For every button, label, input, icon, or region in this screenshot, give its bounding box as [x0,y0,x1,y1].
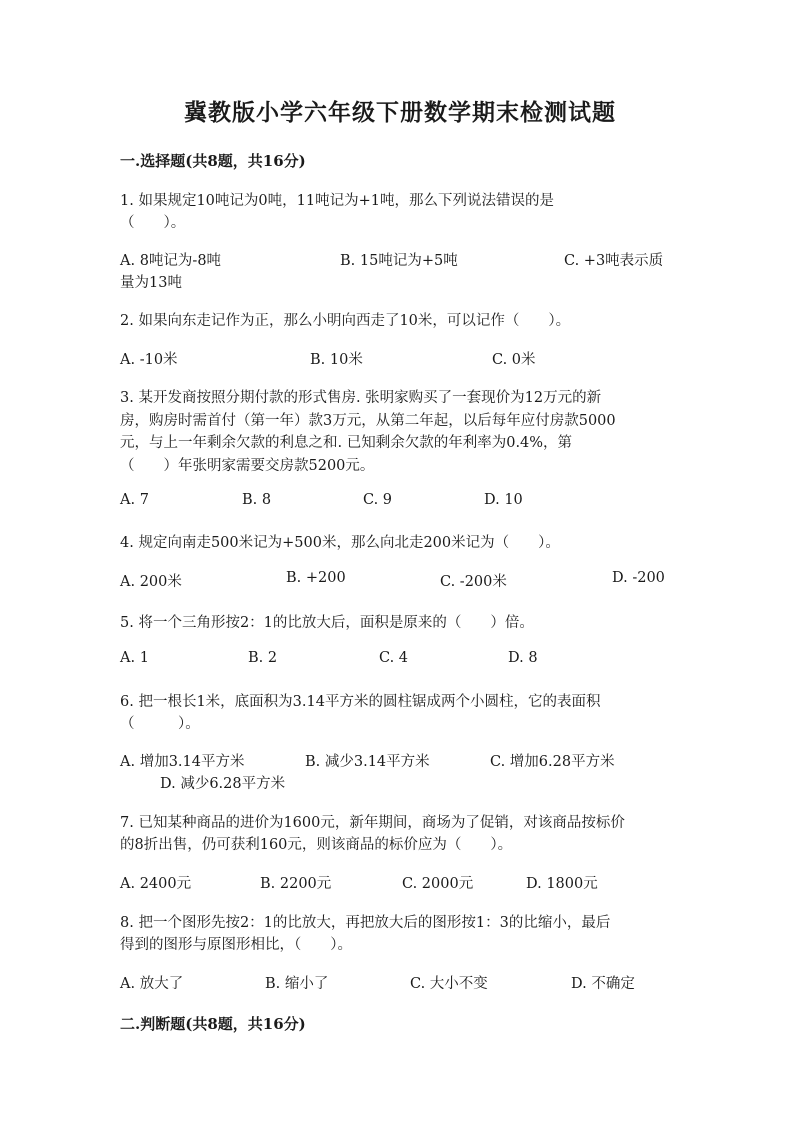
question-4-option-d: D. -200 [612,570,665,586]
question-7-option-b: B. 2200元 [260,876,332,892]
question-3-text: 元，与上一年剩余欠款的利息之和. 已知剩余欠款的年利率为0.4%，第 [120,435,573,451]
question-8-option-c: C. 大小不变 [410,976,488,992]
question-1-option-c-continued: 量为13吨 [120,275,182,291]
question-2-option-b: B. 10米 [310,352,363,368]
question-5-option-d: D. 8 [508,650,538,666]
question-8-text: 得到的图形与原图形相比，（ ）。 [120,937,352,953]
question-3-option-d: D. 10 [484,492,523,508]
question-3-text: （ ）年张明家需要交房款5200元。 [120,458,375,474]
question-4-option-b: B. +200 [286,570,346,586]
question-2-text: 2. 如果向东走记作为正，那么小明向西走了10米，可以记作（ ）。 [120,313,571,329]
question-4-option-c: C. -200米 [440,574,507,590]
question-6-text: 6. 把一根长1米，底面积为3.14平方米的圆柱锯成两个小圆柱，它的表面积 [120,694,601,710]
question-1-text: （ ）。 [120,215,186,231]
question-1-option-c: C. +3吨表示质 [564,253,664,269]
question-7-text: 的8折出售，仍可获利160元，则该商品的标价应为（ ）。 [120,837,513,853]
question-4-text: 4. 规定向南走500米记为+500米，那么向北走200米记为（ ）。 [120,535,560,551]
question-1-text: 1. 如果规定10吨记为0吨，11吨记为+1吨，那么下列说法错误的是 [120,193,554,209]
question-5-option-a: A. 1 [120,650,149,666]
question-3-text: 房，购房时需首付（第一年）款3万元，从第二年起，以后每年应付房款5000 [120,413,616,429]
question-6-option-a: A. 增加3.14平方米 [120,754,245,770]
question-6-text: （ ）。 [120,716,200,732]
question-8-option-d: D. 不确定 [571,976,635,992]
question-6-option-b: B. 减少3.14平方米 [305,754,430,770]
question-8-option-b: B. 缩小了 [265,976,329,992]
question-5-text: 5. 将一个三角形按2：1的比放大后，面积是原来的（ ）倍。 [120,615,534,631]
question-1-option-a: A. 8吨记为-8吨 [120,253,222,269]
question-6-option-c: C. 增加6.28平方米 [490,754,615,770]
section-heading-multiple-choice: 一.选择题(共8题，共16分) [120,152,306,170]
question-8-option-a: A. 放大了 [120,976,184,992]
question-3-text: 3. 某开发商按照分期付款的形式售房. 张明家购买了一套现价为12万元的新 [120,390,602,406]
question-3-option-c: C. 9 [363,492,393,508]
question-2-option-a: A. -10米 [120,352,178,368]
question-7-option-a: A. 2400元 [120,876,192,892]
question-6-option-d: D. 减少6.28平方米 [160,776,286,792]
page-title: 冀教版小学六年级下册数学期末检测试题 [184,99,616,126]
question-3-option-a: A. 7 [120,492,149,508]
question-5-option-b: B. 2 [248,650,278,666]
question-7-option-c: C. 2000元 [402,876,474,892]
question-8-text: 8. 把一个图形先按2：1的比放大，再把放大后的图形按1：3的比缩小，最后 [120,915,611,931]
question-7-text: 7. 已知某种商品的进价为1600元，新年期间，商场为了促销，对该商品按标价 [120,815,625,831]
question-7-option-d: D. 1800元 [526,876,598,892]
section-heading-true-false: 二.判断题(共8题，共16分) [120,1015,306,1033]
question-2-option-c: C. 0米 [492,352,536,368]
question-3-option-b: B. 8 [242,492,272,508]
question-5-option-c: C. 4 [379,650,409,666]
question-4-option-a: A. 200米 [120,574,182,590]
question-1-option-b: B. 15吨记为+5吨 [340,253,458,269]
